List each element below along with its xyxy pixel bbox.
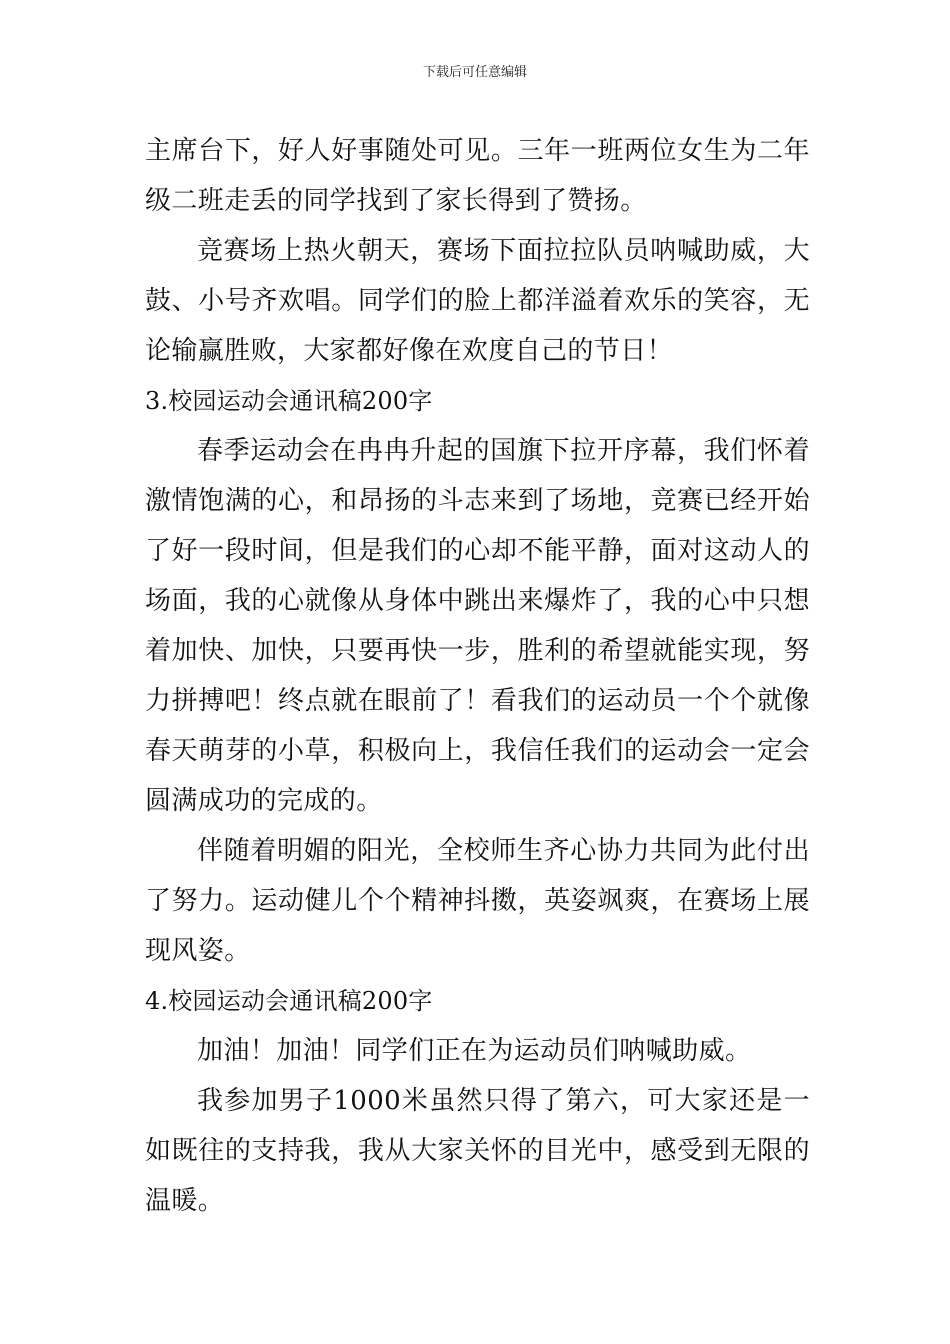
paragraph-3: 春季运动会在冉冉升起的国旗下拉开序幕，我们怀着激情饱满的心，和昂扬的斗志来到了场地，竞赛已经开始了好一段时间，但是我们的心却不能平静，面对这动人的场面，我的心就像从身体中跳出来爆炸了，我的心中只想着加快、加快，只要再快一步，胜利的希望就能实现，努力拼搏吧！终点就在眼前了！看我们的运动员一个个就像春天萌芽的小草，积极向上，我信任我们的运动会一定会圆满成功的完成的。 <box>145 436 810 816</box>
paragraph-1: 主席台下，好人好事随处可见。三年一班两位女生为二年级二班走丢的同学找到了家长得到了赞扬。 <box>145 136 810 216</box>
paragraph-4: 伴随着明媚的阳光，全校师生齐心协力共同为此付出了努力。运动健儿个个精神抖擞，英姿飒爽，在赛场上展现风姿。 <box>145 836 810 966</box>
paragraph-2: 竞赛场上热火朝天，赛场下面拉拉队员呐喊助威，大鼓、小号齐欢唱。同学们的脸上都洋溢着欢乐的笑容，无论输赢胜败，大家都好像在欢度自己的节日！ <box>145 236 810 366</box>
paragraph-6: 我参加男子1000米虽然只得了第六，可大家还是一如既往的支持我，我从大家关怀的目光中，感受到无限的温暖。 <box>145 1086 810 1216</box>
section-heading-4: 4.校园运动会通讯稿200字 <box>145 987 433 1015</box>
document-body <box>145 126 810 1226</box>
page-header: 下载后可任意编辑 <box>422 65 527 80</box>
paragraph-5: 加油！加油！同学们正在为运动员们呐喊助威。 <box>197 1036 752 1066</box>
section-heading-3: 3.校园运动会通讯稿200字 <box>145 387 433 415</box>
